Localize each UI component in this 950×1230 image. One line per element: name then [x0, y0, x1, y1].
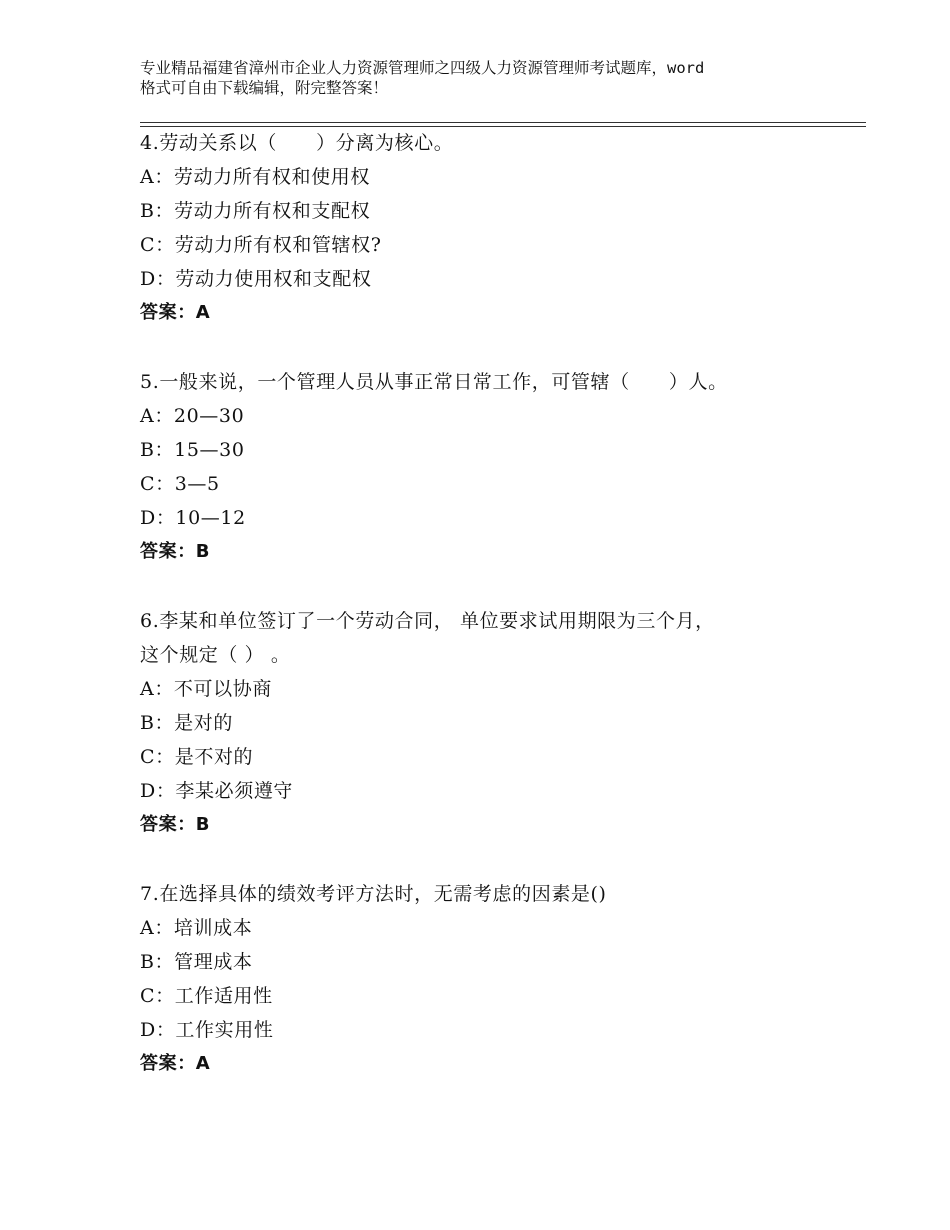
- question-stem-continued: 这个规定（ ） 。: [140, 644, 291, 666]
- question-block: [140, 877, 840, 1081]
- answer-text: 答案：B: [140, 814, 211, 835]
- option-b: B：劳动力所有权和支配权: [140, 200, 371, 222]
- option-d: D：10—12: [140, 507, 246, 529]
- question-stem: 6.李某和单位签订了一个劳动合同， 单位要求试用期限为三个月，: [140, 610, 715, 632]
- answer-text: 答案：A: [140, 1053, 211, 1074]
- option-c: C：3—5: [140, 473, 220, 495]
- question-block: [140, 126, 840, 330]
- question-stem: 5.一般来说，一个管理人员从事正常日常工作，可管辖（ ）人。: [140, 371, 728, 393]
- option-a: A：培训成本: [140, 917, 253, 939]
- option-c: C：是不对的: [140, 746, 254, 768]
- header-line-1: 专业精品福建省漳州市企业人力资源管理师之四级人力资源管理师考试题库，word: [140, 59, 705, 77]
- option-b: B：15—30: [140, 439, 245, 461]
- option-a: A：不可以协商: [140, 678, 272, 700]
- option-b: B：是对的: [140, 712, 233, 734]
- option-d: D：劳动力使用权和支配权: [140, 268, 372, 290]
- answer-text: 答案：A: [140, 302, 211, 323]
- question-block: [140, 365, 840, 569]
- option-a: A：20—30: [140, 405, 245, 427]
- option-a: A：劳动力所有权和使用权: [140, 166, 370, 188]
- option-d: D：工作实用性: [140, 1019, 274, 1041]
- question-stem: 4.劳动关系以（ ）分离为核心。: [140, 132, 454, 154]
- document-header: [140, 58, 840, 98]
- option-d: D：李某必须遵守: [140, 780, 294, 802]
- option-b: B：管理成本: [140, 951, 253, 973]
- option-c: C：工作适用性: [140, 985, 273, 1007]
- option-c: C：劳动力所有权和管辖权?: [140, 234, 382, 256]
- question-block: [140, 604, 840, 842]
- header-line-2: 格式可自由下载编辑，附完整答案！: [140, 79, 389, 97]
- header-divider-top: [140, 122, 866, 123]
- question-stem: 7.在选择具体的绩效考评方法时，无需考虑的因素是(): [140, 883, 607, 905]
- answer-text: 答案：B: [140, 541, 211, 562]
